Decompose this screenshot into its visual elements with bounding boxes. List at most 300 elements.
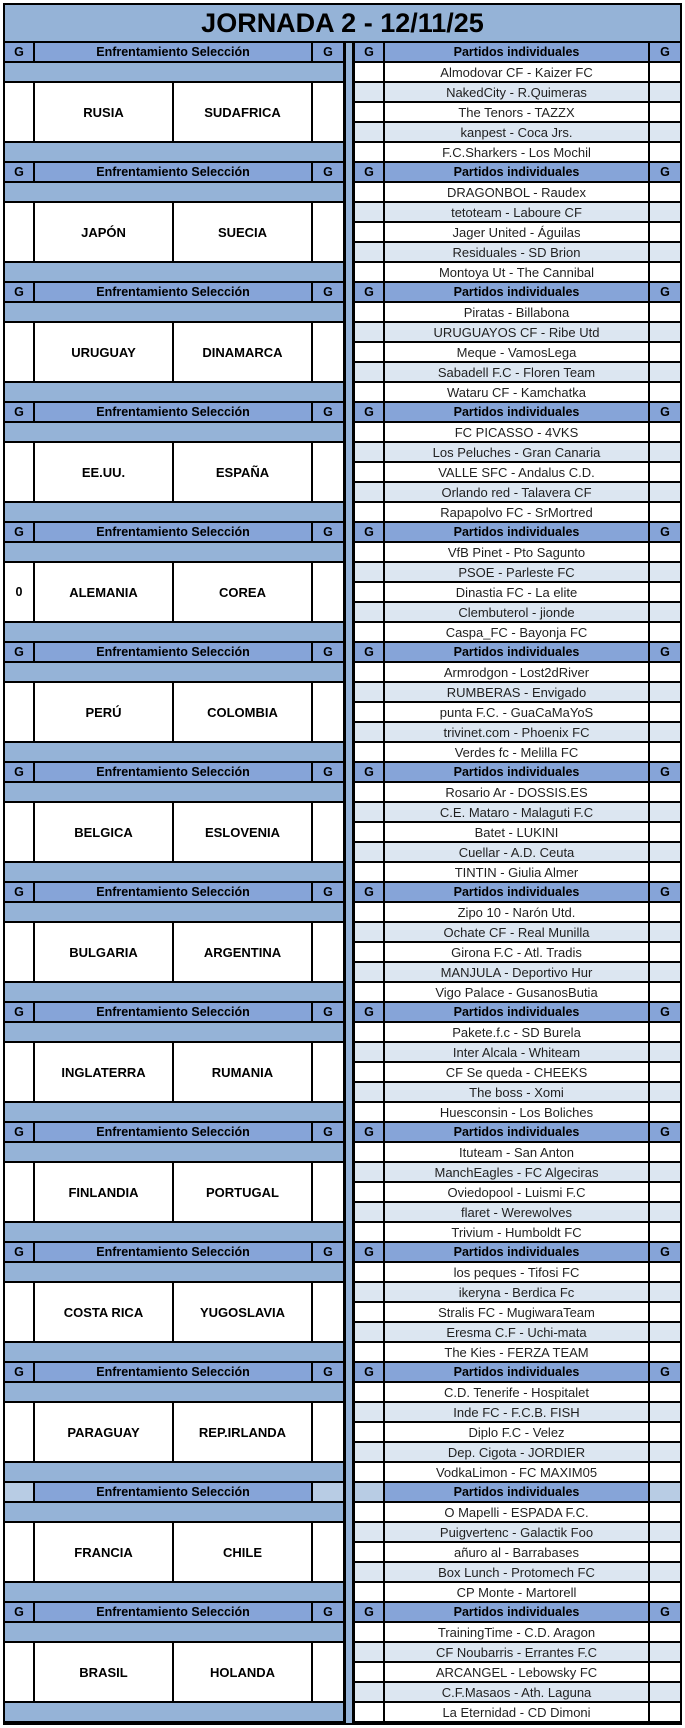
- selection-header-row: [5, 1483, 343, 1503]
- home-goals-cell[interactable]: [355, 1203, 385, 1221]
- match-row: [355, 503, 680, 523]
- away-goals-cell[interactable]: [650, 103, 680, 121]
- match-label: Ochate CF - Real Munilla: [385, 923, 650, 941]
- away-goals-cell[interactable]: [650, 83, 680, 101]
- match-label: Girona F.C - Atl. Tradis: [385, 943, 650, 961]
- team2-goals-cell[interactable]: [313, 563, 343, 621]
- goals-header-cell: G: [660, 1125, 670, 1139]
- away-goals-cell[interactable]: [650, 1103, 680, 1121]
- home-goals-cell[interactable]: [355, 463, 385, 481]
- match-row: [355, 1023, 680, 1043]
- selection-header-row: [5, 883, 343, 903]
- goals-header-cell: G: [355, 643, 385, 661]
- goals-header-cell: G: [323, 165, 333, 179]
- team1-goals-cell[interactable]: [5, 1043, 35, 1101]
- home-goals-cell[interactable]: [355, 1503, 385, 1521]
- home-goals-cell[interactable]: [355, 803, 385, 821]
- matches-block: [355, 283, 680, 403]
- home-goals-cell[interactable]: [355, 83, 385, 101]
- home-goals-cell[interactable]: [355, 823, 385, 841]
- match-row: [355, 103, 680, 123]
- away-goals-cell[interactable]: [650, 1203, 680, 1221]
- home-goals-cell[interactable]: [355, 323, 385, 341]
- match-row: [355, 483, 680, 503]
- home-goals-cell[interactable]: [355, 1083, 385, 1101]
- team2-goals-cell[interactable]: [313, 1283, 343, 1341]
- match-row: [355, 1343, 680, 1363]
- team1-cell: FINLANDIA: [35, 1163, 174, 1221]
- team2-goals-cell[interactable]: [313, 203, 343, 261]
- home-goals-cell[interactable]: [355, 1043, 385, 1061]
- home-goals-cell[interactable]: [355, 963, 385, 981]
- home-goals-cell[interactable]: [355, 1403, 385, 1421]
- home-goals-cell[interactable]: [355, 243, 385, 261]
- selection-matchup-row: [5, 563, 343, 623]
- home-goals-cell[interactable]: [355, 923, 385, 941]
- home-goals-cell[interactable]: [355, 703, 385, 721]
- match-label: Pakete.f.c - SD Burela: [385, 1023, 650, 1041]
- home-goals-cell[interactable]: [355, 783, 385, 801]
- goals-header-cell: G: [660, 885, 670, 899]
- match-row: [355, 703, 680, 723]
- matches-block: [355, 1123, 680, 1243]
- match-row: [355, 903, 680, 923]
- goals-header-cell: G: [660, 45, 670, 59]
- away-goals-cell[interactable]: [650, 623, 680, 641]
- match-row: [355, 443, 680, 463]
- home-goals-cell[interactable]: [355, 1663, 385, 1681]
- away-goals-cell[interactable]: [650, 1083, 680, 1101]
- selection-matchup-row: [5, 1523, 343, 1583]
- match-row: [355, 243, 680, 263]
- away-goals-cell[interactable]: [650, 1383, 680, 1401]
- match-row: [355, 803, 680, 823]
- home-goals-cell[interactable]: [355, 1303, 385, 1321]
- away-goals-cell[interactable]: [650, 1503, 680, 1521]
- away-goals-cell[interactable]: [650, 1263, 680, 1281]
- match-row: [355, 1183, 680, 1203]
- home-goals-cell[interactable]: [355, 183, 385, 201]
- tables-area: [5, 43, 680, 1723]
- match-row: [355, 1223, 680, 1243]
- home-goals-cell[interactable]: [355, 1463, 385, 1481]
- match-row: [355, 1683, 680, 1703]
- selection-block: [5, 1483, 343, 1603]
- match-label: TrainingTime - C.D. Aragon: [385, 1623, 650, 1641]
- away-goals-cell[interactable]: [650, 1683, 680, 1701]
- match-label: RUMBERAS - Envigado: [385, 683, 650, 701]
- match-row: [355, 383, 680, 403]
- away-goals-cell[interactable]: [650, 703, 680, 721]
- team2-cell: PORTUGAL: [174, 1163, 313, 1221]
- match-label: Caspa_FC - Bayonja FC: [385, 623, 650, 641]
- selection-matchup-row: [5, 1163, 343, 1223]
- match-row: [355, 1703, 680, 1723]
- match-label: ARCANGEL - Lebowsky FC: [385, 1663, 650, 1681]
- away-goals-cell[interactable]: [650, 223, 680, 241]
- goals-header-cell: G: [355, 1003, 385, 1021]
- away-goals-cell[interactable]: [650, 343, 680, 361]
- team1-goals-cell[interactable]: [5, 1643, 35, 1701]
- team2-cell: CHILE: [174, 1523, 313, 1581]
- away-goals-cell[interactable]: [650, 1543, 680, 1561]
- matches-block: [355, 1603, 680, 1723]
- team2-cell: YUGOSLAVIA: [174, 1283, 313, 1341]
- away-goals-cell[interactable]: [650, 743, 680, 761]
- match-row: [355, 923, 680, 943]
- goals-header-cell: G: [323, 765, 333, 779]
- match-label: kanpest - Coca Jrs.: [385, 123, 650, 141]
- home-goals-cell[interactable]: [355, 1623, 385, 1641]
- away-goals-cell[interactable]: [650, 1443, 680, 1461]
- home-goals-cell[interactable]: [355, 723, 385, 741]
- match-label: Piratas - Billabona: [385, 303, 650, 321]
- selection-header-label: Enfrentamiento Selección: [35, 1243, 313, 1261]
- goals-header-cell: G: [355, 883, 385, 901]
- home-goals-cell[interactable]: [355, 1183, 385, 1201]
- team2-goals-cell[interactable]: [313, 83, 343, 141]
- home-goals-cell[interactable]: [355, 603, 385, 621]
- match-row: [355, 123, 680, 143]
- away-goals-cell[interactable]: [650, 1023, 680, 1041]
- away-goals-cell[interactable]: [650, 543, 680, 561]
- matches-header-row: [355, 1483, 680, 1503]
- selection-matchup-row: [5, 1043, 343, 1103]
- home-goals-cell[interactable]: [355, 863, 385, 881]
- selection-matchup-row: [5, 83, 343, 143]
- away-goals-cell[interactable]: [650, 843, 680, 861]
- selection-header-row: [5, 283, 343, 303]
- away-goals-cell[interactable]: [650, 123, 680, 141]
- home-goals-cell[interactable]: [355, 1263, 385, 1281]
- spacer-row: [5, 1263, 343, 1283]
- spacer-row: [5, 623, 343, 643]
- match-row: [355, 1643, 680, 1663]
- selection-header-row: [5, 163, 343, 183]
- away-goals-cell[interactable]: [650, 1463, 680, 1481]
- team2-goals-cell[interactable]: [313, 1643, 343, 1701]
- team2-goals-cell[interactable]: [313, 1163, 343, 1221]
- home-goals-cell[interactable]: [355, 1323, 385, 1341]
- away-goals-cell[interactable]: [650, 323, 680, 341]
- home-goals-cell[interactable]: [355, 1523, 385, 1541]
- home-goals-cell[interactable]: [355, 543, 385, 561]
- spacer-row: [5, 543, 343, 563]
- away-goals-cell[interactable]: [650, 1143, 680, 1161]
- goals-header-cell: G: [5, 643, 35, 661]
- away-goals-cell[interactable]: [650, 803, 680, 821]
- away-goals-cell[interactable]: [650, 1223, 680, 1241]
- away-goals-cell[interactable]: [650, 423, 680, 441]
- matches-block: [355, 643, 680, 763]
- home-goals-cell[interactable]: [355, 1143, 385, 1161]
- away-goals-cell[interactable]: [650, 363, 680, 381]
- home-goals-cell[interactable]: [355, 1283, 385, 1301]
- team1-goals-cell[interactable]: [5, 203, 35, 261]
- match-label: The Kies - FERZA TEAM: [385, 1343, 650, 1361]
- spacer-row: [5, 503, 343, 523]
- home-goals-cell[interactable]: [355, 623, 385, 641]
- home-goals-cell[interactable]: [355, 63, 385, 81]
- match-label: Eresma C.F - Uchi-mata: [385, 1323, 650, 1341]
- goals-header-cell: G: [5, 163, 35, 181]
- matches-header-label: Partidos individuales: [385, 643, 650, 661]
- away-goals-cell[interactable]: [650, 863, 680, 881]
- team2-cell: COLOMBIA: [174, 683, 313, 741]
- home-goals-cell[interactable]: [355, 1703, 385, 1721]
- match-row: [355, 1423, 680, 1443]
- goals-header-cell: G: [323, 1005, 333, 1019]
- away-goals-cell[interactable]: [650, 1303, 680, 1321]
- selection-block: [5, 523, 343, 643]
- match-label: Rosario Ar - DOSSIS.ES: [385, 783, 650, 801]
- home-goals-cell[interactable]: [355, 1103, 385, 1121]
- selection-header-label: Enfrentamiento Selección: [35, 1603, 313, 1621]
- match-row: [355, 723, 680, 743]
- away-goals-cell[interactable]: [650, 1403, 680, 1421]
- home-goals-cell[interactable]: [355, 683, 385, 701]
- away-goals-cell[interactable]: [650, 503, 680, 521]
- home-goals-cell[interactable]: [355, 1343, 385, 1361]
- goals-header-cell: G: [355, 1363, 385, 1381]
- team1-goals-cell[interactable]: [5, 1283, 35, 1341]
- team2-goals-cell[interactable]: [313, 683, 343, 741]
- away-goals-cell[interactable]: [650, 203, 680, 221]
- home-goals-cell[interactable]: [355, 1063, 385, 1081]
- matches-header-row: [355, 1603, 680, 1623]
- match-label: ikeryna - Berdica Fc: [385, 1283, 650, 1301]
- table-gap: [343, 43, 355, 1723]
- away-goals-cell[interactable]: [650, 483, 680, 501]
- away-goals-cell[interactable]: [650, 1323, 680, 1341]
- match-label: Armrodgon - Lost2dRiver: [385, 663, 650, 681]
- away-goals-cell[interactable]: [650, 63, 680, 81]
- match-row: [355, 563, 680, 583]
- away-goals-cell[interactable]: [650, 923, 680, 941]
- away-goals-cell[interactable]: [650, 263, 680, 281]
- goals-header-cell: G: [355, 403, 385, 421]
- away-goals-cell[interactable]: [650, 383, 680, 401]
- match-label: The boss - Xomi: [385, 1083, 650, 1101]
- away-goals-cell[interactable]: [650, 1423, 680, 1441]
- team1-goals-cell[interactable]: [5, 1523, 35, 1581]
- away-goals-cell[interactable]: [650, 1703, 680, 1721]
- away-goals-cell[interactable]: [650, 1623, 680, 1641]
- home-goals-cell[interactable]: [355, 1563, 385, 1581]
- away-goals-cell[interactable]: [650, 1563, 680, 1581]
- selection-block: [5, 283, 343, 403]
- away-goals-cell[interactable]: [650, 983, 680, 1001]
- team2-goals-cell[interactable]: [313, 1403, 343, 1461]
- match-row: [355, 1283, 680, 1303]
- match-row: [355, 363, 680, 383]
- team1-goals-cell[interactable]: 0: [5, 563, 35, 621]
- match-label: VALLE SFC - Andalus C.D.: [385, 463, 650, 481]
- away-goals-cell[interactable]: [650, 443, 680, 461]
- home-goals-cell[interactable]: [355, 203, 385, 221]
- team2-cell: HOLANDA: [174, 1643, 313, 1701]
- match-label: TINTIN - Giulia Almer: [385, 863, 650, 881]
- match-row: [355, 1543, 680, 1563]
- away-goals-cell[interactable]: [650, 583, 680, 601]
- away-goals-cell[interactable]: [650, 1643, 680, 1661]
- home-goals-cell[interactable]: [355, 1443, 385, 1461]
- away-goals-cell[interactable]: [650, 1043, 680, 1061]
- away-goals-cell[interactable]: [650, 1583, 680, 1601]
- away-goals-cell[interactable]: [650, 1283, 680, 1301]
- home-goals-cell[interactable]: [355, 383, 385, 401]
- away-goals-cell[interactable]: [650, 823, 680, 841]
- page-title: JORNADA 2 - 12/11/25: [5, 5, 680, 43]
- away-goals-cell[interactable]: [650, 463, 680, 481]
- goals-header-cell: G: [323, 405, 333, 419]
- home-goals-cell[interactable]: [355, 1543, 385, 1561]
- home-goals-cell[interactable]: [355, 1683, 385, 1701]
- away-goals-cell[interactable]: [650, 1063, 680, 1081]
- home-goals-cell[interactable]: [355, 303, 385, 321]
- matches-header-label: Partidos individuales: [385, 1243, 650, 1261]
- away-goals-cell[interactable]: [650, 183, 680, 201]
- spacer-row: [5, 663, 343, 683]
- home-goals-cell[interactable]: [355, 103, 385, 121]
- away-goals-cell[interactable]: [650, 603, 680, 621]
- home-goals-cell[interactable]: [355, 1423, 385, 1441]
- match-row: [355, 1203, 680, 1223]
- selection-block: [5, 1003, 343, 1123]
- goals-header-cell: G: [355, 1603, 385, 1621]
- team2-goals-cell[interactable]: [313, 803, 343, 861]
- away-goals-cell[interactable]: [650, 1343, 680, 1361]
- home-goals-cell[interactable]: [355, 1643, 385, 1661]
- home-goals-cell[interactable]: [355, 563, 385, 581]
- away-goals-cell[interactable]: [650, 903, 680, 921]
- matches-block: [355, 1483, 680, 1603]
- team1-goals-cell[interactable]: [5, 323, 35, 381]
- selection-header-label: Enfrentamiento Selección: [35, 1123, 313, 1141]
- team2-cell: ARGENTINA: [174, 923, 313, 981]
- team1-goals-cell[interactable]: [5, 83, 35, 141]
- match-row: [355, 983, 680, 1003]
- match-row: [355, 1403, 680, 1423]
- match-label: Dep. Cigota - JORDIER: [385, 1443, 650, 1461]
- away-goals-cell[interactable]: [650, 1663, 680, 1681]
- goals-header-cell: G: [5, 1603, 35, 1621]
- match-row: [355, 143, 680, 163]
- goals-header-cell: G: [660, 525, 670, 539]
- home-goals-cell[interactable]: [355, 903, 385, 921]
- team2-goals-cell[interactable]: [313, 323, 343, 381]
- selection-block: [5, 403, 343, 523]
- team1-goals-cell[interactable]: [5, 443, 35, 501]
- home-goals-cell[interactable]: [355, 503, 385, 521]
- team1-cell: BRASIL: [35, 1643, 174, 1701]
- selection-header-label: Enfrentamiento Selección: [35, 1003, 313, 1021]
- match-label: Trivium - Humboldt FC: [385, 1223, 650, 1241]
- away-goals-cell[interactable]: [650, 1163, 680, 1181]
- home-goals-cell[interactable]: [355, 443, 385, 461]
- home-goals-cell[interactable]: [355, 123, 385, 141]
- team2-goals-cell[interactable]: [313, 443, 343, 501]
- away-goals-cell[interactable]: [650, 783, 680, 801]
- away-goals-cell[interactable]: [650, 243, 680, 261]
- team1-cell: EE.UU.: [35, 443, 174, 501]
- selection-header-label: Enfrentamiento Selección: [35, 523, 313, 541]
- team1-goals-cell[interactable]: [5, 923, 35, 981]
- match-row: [355, 1103, 680, 1123]
- away-goals-cell[interactable]: [650, 1183, 680, 1201]
- home-goals-cell[interactable]: [355, 983, 385, 1001]
- match-label: URUGUAYOS CF - Ribe Utd: [385, 323, 650, 341]
- goals-header-cell: G: [660, 1605, 670, 1619]
- match-row: [355, 1663, 680, 1683]
- home-goals-cell[interactable]: [355, 743, 385, 761]
- spacer-row: [5, 183, 343, 203]
- matches-header-row: [355, 163, 680, 183]
- home-goals-cell[interactable]: [355, 1223, 385, 1241]
- team2-goals-cell[interactable]: [313, 1043, 343, 1101]
- match-label: ManchEagles - FC Algeciras: [385, 1163, 650, 1181]
- away-goals-cell[interactable]: [650, 563, 680, 581]
- away-goals-cell[interactable]: [650, 723, 680, 741]
- goals-header-cell: G: [355, 1123, 385, 1141]
- home-goals-cell[interactable]: [355, 263, 385, 281]
- home-goals-cell[interactable]: [355, 423, 385, 441]
- spacer-row: [5, 1223, 343, 1243]
- away-goals-cell[interactable]: [650, 943, 680, 961]
- team1-goals-cell[interactable]: [5, 1163, 35, 1221]
- home-goals-cell[interactable]: [355, 343, 385, 361]
- away-goals-cell[interactable]: [650, 963, 680, 981]
- home-goals-cell[interactable]: [355, 583, 385, 601]
- team2-cell: SUDAFRICA: [174, 83, 313, 141]
- match-label: FC PICASSO - 4VKS: [385, 423, 650, 441]
- home-goals-cell[interactable]: [355, 663, 385, 681]
- away-goals-cell[interactable]: [650, 663, 680, 681]
- home-goals-cell[interactable]: [355, 223, 385, 241]
- match-label: VfB Pinet - Pto Sagunto: [385, 543, 650, 561]
- match-label: Rapapolvo FC - SrMortred: [385, 503, 650, 521]
- match-label: Montoya Ut - The Cannibal: [385, 263, 650, 281]
- home-goals-cell[interactable]: [355, 1383, 385, 1401]
- away-goals-cell[interactable]: [650, 1523, 680, 1541]
- home-goals-cell[interactable]: [355, 843, 385, 861]
- home-goals-cell[interactable]: [355, 1023, 385, 1041]
- away-goals-cell[interactable]: [650, 303, 680, 321]
- home-goals-cell[interactable]: [355, 1583, 385, 1601]
- team2-goals-cell[interactable]: [313, 1523, 343, 1581]
- team1-goals-cell[interactable]: [5, 683, 35, 741]
- match-label: Stralis FC - MugiwaraTeam: [385, 1303, 650, 1321]
- home-goals-cell[interactable]: [355, 143, 385, 161]
- selection-header-row: [5, 43, 343, 63]
- match-row: [355, 843, 680, 863]
- away-goals-cell[interactable]: [650, 143, 680, 161]
- home-goals-cell[interactable]: [355, 943, 385, 961]
- team1-goals-cell[interactable]: [5, 1403, 35, 1461]
- away-goals-cell[interactable]: [650, 683, 680, 701]
- home-goals-cell[interactable]: [355, 363, 385, 381]
- selection-header-label: Enfrentamiento Selección: [35, 643, 313, 661]
- goals-header-cell: [313, 1483, 343, 1501]
- home-goals-cell[interactable]: [355, 483, 385, 501]
- selection-matchup-row: [5, 1283, 343, 1343]
- team2-goals-cell[interactable]: [313, 923, 343, 981]
- home-goals-cell[interactable]: [355, 1163, 385, 1181]
- matches-block: [355, 163, 680, 283]
- match-label: Dinastia FC - La elite: [385, 583, 650, 601]
- team1-goals-cell[interactable]: [5, 803, 35, 861]
- jornada-sheet: [3, 3, 682, 1725]
